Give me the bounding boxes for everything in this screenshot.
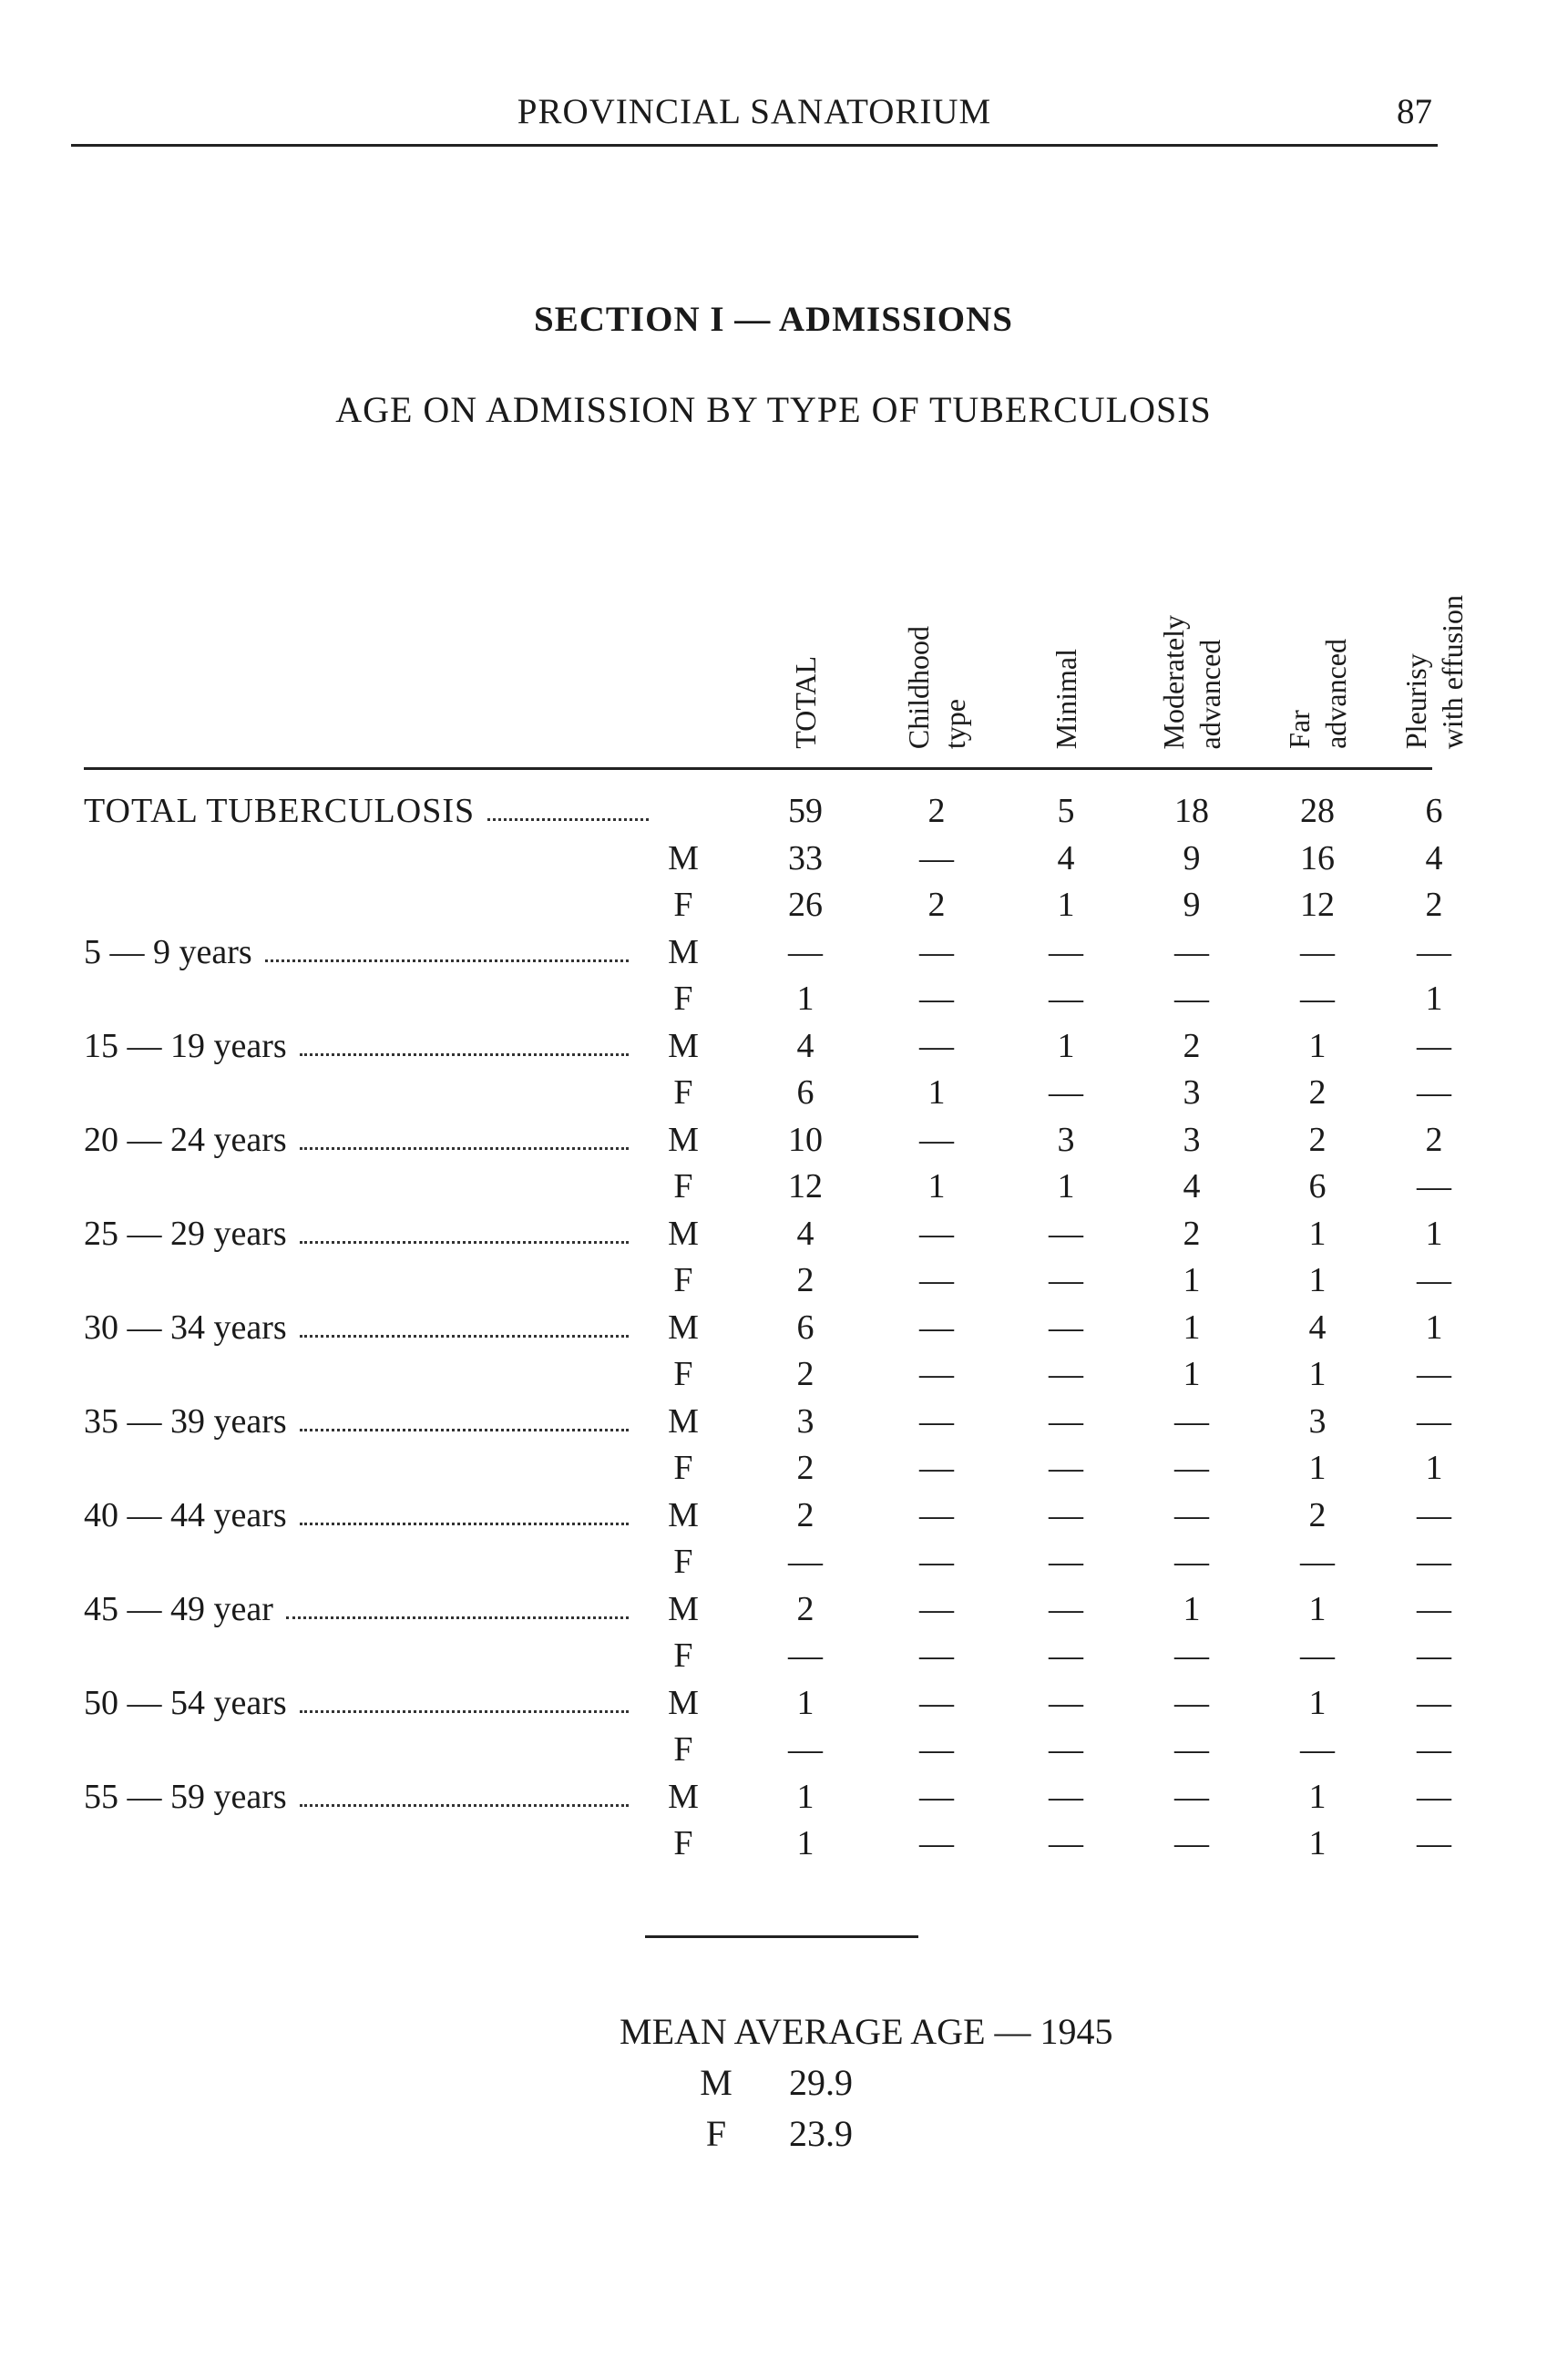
table-cell: — — [1049, 1590, 1083, 1628]
table-cell: — — [919, 1778, 954, 1816]
total-label: TOTAL TUBERCULOSIS — [84, 792, 476, 830]
table-cell: — — [1049, 1073, 1083, 1112]
table-cell: 33 — [788, 839, 823, 877]
table-cell: 4 — [1425, 839, 1443, 877]
column-header — [1370, 595, 1498, 749]
section-title: SECTION I — ADMISSIONS — [534, 300, 1013, 339]
table-cell: 1 — [796, 1824, 814, 1862]
table-cell: 2 — [796, 1496, 814, 1534]
age-group-label: 30 — 34 years — [84, 1308, 287, 1347]
table-cell: — — [1049, 1543, 1083, 1581]
table-cell: — — [919, 1684, 954, 1722]
table-cell: 16 — [1300, 839, 1335, 877]
sex-label: M — [668, 1496, 699, 1534]
sex-label: M — [668, 1121, 699, 1159]
footer-rule — [645, 1935, 918, 1938]
table-cell: 5 — [1057, 792, 1075, 830]
table-row — [0, 1589, 1547, 1636]
table-cell: — — [1417, 933, 1451, 971]
table-cell: — — [1417, 1636, 1451, 1675]
table-cell: 1 — [1183, 1355, 1201, 1393]
table-cell: 1 — [927, 1167, 946, 1205]
table-cell: 1 — [1057, 1027, 1075, 1065]
table-row — [0, 1354, 1547, 1401]
table-cell: — — [919, 1449, 954, 1487]
column-header — [1002, 649, 1130, 749]
sex-label: M — [668, 839, 699, 877]
sex-label: F — [673, 1355, 693, 1393]
table-cell: — — [919, 980, 954, 1018]
table-row — [0, 1214, 1547, 1261]
table-cell: 2 — [796, 1590, 814, 1628]
table-cell: 1 — [1308, 1684, 1327, 1722]
sex-label: F — [673, 1261, 693, 1299]
leader-dots — [286, 1616, 629, 1619]
age-group-label: 25 — 29 years — [84, 1215, 287, 1253]
table-cell: 2 — [1308, 1121, 1327, 1159]
table-cell: 1 — [1183, 1590, 1201, 1628]
table-row — [0, 838, 1547, 886]
leader-dots — [300, 1241, 629, 1244]
sex-label: F — [673, 1730, 693, 1769]
table-cell: 1 — [1308, 1215, 1327, 1253]
table-row — [0, 1495, 1547, 1543]
table-cell: 1 — [1308, 1590, 1327, 1628]
table-cell: — — [1174, 1496, 1209, 1534]
table-cell: — — [788, 1730, 823, 1769]
table-cell: — — [788, 1543, 823, 1581]
table-cell: — — [919, 1824, 954, 1862]
table-cell: — — [919, 1496, 954, 1534]
table-cell: — — [1417, 1355, 1451, 1393]
table-cell: — — [1417, 1496, 1451, 1534]
table-cell: — — [1417, 1402, 1451, 1441]
table-cell: 1 — [1183, 1261, 1201, 1299]
mean-age-sex: F — [705, 2113, 727, 2154]
table-cell: 2 — [927, 792, 946, 830]
table-cell: — — [1417, 1730, 1451, 1769]
table-cell: — — [1300, 933, 1335, 971]
leader-dots — [487, 818, 649, 821]
table-cell: — — [919, 1543, 954, 1581]
table-cell: 6 — [796, 1308, 814, 1347]
sex-label: F — [673, 1636, 693, 1675]
table-cell: 4 — [796, 1027, 814, 1065]
table-cell: 2 — [1308, 1496, 1327, 1534]
table-cell: — — [1300, 980, 1335, 1018]
table-cell: 2 — [1183, 1027, 1201, 1065]
table-cell: 9 — [1183, 839, 1201, 877]
column-header — [742, 656, 869, 749]
table-cell: — — [1049, 933, 1083, 971]
table-cell: — — [919, 1121, 954, 1159]
sex-label: M — [668, 1308, 699, 1347]
column-header-label: TOTAL — [789, 656, 822, 749]
mean-age-value: 29.9 — [789, 2062, 853, 2103]
table-row — [0, 1683, 1547, 1730]
table-row — [0, 1542, 1547, 1589]
age-group-label: 55 — 59 years — [84, 1778, 287, 1816]
table-cell: — — [919, 1730, 954, 1769]
sex-label: M — [668, 933, 699, 971]
table-cell: — — [919, 839, 954, 877]
table-cell: 12 — [788, 1167, 823, 1205]
table-cell: 1 — [1425, 1215, 1443, 1253]
table-cell: — — [1049, 1449, 1083, 1487]
table-cell: — — [1049, 1636, 1083, 1675]
mean-age-sex: M — [700, 2062, 733, 2103]
leader-dots — [300, 1147, 629, 1150]
mean-age-value: 23.9 — [789, 2113, 853, 2154]
table-cell: 28 — [1300, 792, 1335, 830]
table-row — [0, 1260, 1547, 1308]
table-cell: — — [1417, 1778, 1451, 1816]
table-cell: 2 — [796, 1355, 814, 1393]
table-cell: 3 — [796, 1402, 814, 1441]
sex-label: M — [668, 1590, 699, 1628]
leader-dots — [265, 959, 629, 962]
table-cell: — — [1174, 1778, 1209, 1816]
table-cell: — — [1174, 1730, 1209, 1769]
table-cell: 1 — [1308, 1355, 1327, 1393]
age-group-label: 40 — 44 years — [84, 1496, 287, 1534]
table-cell: — — [919, 1636, 954, 1675]
leader-dots — [300, 1523, 629, 1525]
column-header-label: Far advanced — [1283, 639, 1352, 749]
table-cell: — — [1049, 1496, 1083, 1534]
sex-label: F — [673, 886, 693, 924]
table-cell: — — [1049, 1355, 1083, 1393]
column-header — [873, 626, 1000, 749]
table-cell: 1 — [1308, 1778, 1327, 1816]
table-cell: 10 — [788, 1121, 823, 1159]
table-cell: 1 — [1308, 1261, 1327, 1299]
table-cell: — — [919, 1402, 954, 1441]
age-group-label: 45 — 49 year — [84, 1590, 273, 1628]
table-cell: 4 — [1183, 1167, 1201, 1205]
table-cell: 2 — [1425, 886, 1443, 924]
table-cell: 1 — [1308, 1027, 1327, 1065]
running-head — [71, 91, 1438, 147]
table-cell: — — [1174, 980, 1209, 1018]
table-row — [0, 1072, 1547, 1120]
table-cell: — — [1300, 1543, 1335, 1581]
table-cell: — — [1174, 933, 1209, 971]
mean-age-title: MEAN AVERAGE AGE — 1945 — [620, 2011, 1113, 2052]
table-cell: — — [1174, 1543, 1209, 1581]
table-cell: 2 — [1183, 1215, 1201, 1253]
column-header-label: Minimal — [1050, 648, 1082, 749]
table-cell: — — [1417, 1824, 1451, 1862]
table-cell: — — [919, 1355, 954, 1393]
table-cell: — — [919, 1590, 954, 1628]
leader-dots — [300, 1053, 629, 1056]
table-cell: 1 — [1425, 1449, 1443, 1487]
sex-label: F — [673, 1824, 693, 1862]
table-row — [0, 1636, 1547, 1683]
table-cell: — — [919, 1027, 954, 1065]
table-cell: — — [1417, 1543, 1451, 1581]
table-cell: — — [919, 1308, 954, 1347]
table-cell: — — [1417, 1684, 1451, 1722]
table-cell: 2 — [1308, 1073, 1327, 1112]
table-row — [0, 885, 1547, 932]
table-row — [0, 932, 1547, 980]
table-cell: — — [1174, 1684, 1209, 1722]
column-header-label: Childhood type — [902, 625, 971, 749]
column-header — [1128, 615, 1255, 750]
table-row — [0, 1448, 1547, 1495]
table-cell: — — [1049, 1402, 1083, 1441]
table-cell: — — [1417, 1027, 1451, 1065]
table-cell: — — [1417, 1073, 1451, 1112]
leader-dots — [300, 1429, 629, 1431]
header-rule — [84, 767, 1432, 770]
table-cell: — — [1417, 1261, 1451, 1299]
leader-dots — [300, 1804, 629, 1807]
table-row — [0, 979, 1547, 1026]
sex-label: F — [673, 1449, 693, 1487]
leader-dots — [300, 1335, 629, 1338]
table-cell: 3 — [1057, 1121, 1075, 1159]
table-subtitle: AGE ON ADMISSION BY TYPE OF TUBERCULOSIS — [335, 389, 1212, 430]
age-group-label: 35 — 39 years — [84, 1402, 287, 1441]
table-cell: 12 — [1300, 886, 1335, 924]
table-cell: — — [1174, 1402, 1209, 1441]
sex-label: M — [668, 1215, 699, 1253]
table-cell: 18 — [1174, 792, 1209, 830]
table-cell: 1 — [1308, 1449, 1327, 1487]
table-row — [0, 791, 1547, 838]
column-header-label: Pleurisy with effusion — [1399, 594, 1469, 749]
table-cell: — — [919, 933, 954, 971]
table-cell: 6 — [1308, 1167, 1327, 1205]
sex-label: F — [673, 1167, 693, 1205]
table-cell: 2 — [1425, 1121, 1443, 1159]
table-cell: — — [1049, 1824, 1083, 1862]
leader-dots — [300, 1710, 629, 1713]
table-cell: 4 — [1308, 1308, 1327, 1347]
table-cell: — — [788, 933, 823, 971]
table-cell: — — [1049, 1308, 1083, 1347]
table-cell: 3 — [1183, 1121, 1201, 1159]
table-row — [0, 1308, 1547, 1355]
running-title: PROVINCIAL SANATORIUM — [517, 92, 992, 131]
table-cell: 3 — [1308, 1402, 1327, 1441]
age-group-label: 20 — 24 years — [84, 1121, 287, 1159]
table-cell: — — [1300, 1636, 1335, 1675]
table-cell: 1 — [1308, 1824, 1327, 1862]
table-cell: — — [1049, 1261, 1083, 1299]
table-cell: 6 — [796, 1073, 814, 1112]
age-group-label: 15 — 19 years — [84, 1027, 287, 1065]
table-cell: — — [1049, 1778, 1083, 1816]
age-group-label: 5 — 9 years — [84, 933, 252, 971]
sex-label: M — [668, 1684, 699, 1722]
sex-label: F — [673, 1543, 693, 1581]
table-cell: — — [1417, 1167, 1451, 1205]
table-cell: 2 — [927, 886, 946, 924]
column-header — [1254, 639, 1381, 749]
sex-label: M — [668, 1402, 699, 1441]
table-cell: 1 — [1425, 1308, 1443, 1347]
table-cell: 4 — [796, 1215, 814, 1253]
table-cell: — — [1417, 1590, 1451, 1628]
table-row — [0, 1166, 1547, 1214]
table-row — [0, 1401, 1547, 1449]
table-cell: — — [1049, 1730, 1083, 1769]
table-cell: 26 — [788, 886, 823, 924]
table-cell: 1 — [796, 1684, 814, 1722]
table-cell: — — [1174, 1636, 1209, 1675]
table-row — [0, 1120, 1547, 1167]
table-cell: — — [1049, 980, 1083, 1018]
sex-label: F — [673, 1073, 693, 1112]
sex-label: F — [673, 980, 693, 1018]
table-cell: — — [788, 1636, 823, 1675]
table-cell: 1 — [927, 1073, 946, 1112]
table-cell: — — [919, 1215, 954, 1253]
table-cell: — — [1174, 1824, 1209, 1862]
table-cell: — — [919, 1261, 954, 1299]
table-cell: 3 — [1183, 1073, 1201, 1112]
table-cell: 1 — [796, 980, 814, 1018]
sex-label: M — [668, 1778, 699, 1816]
table-cell: 4 — [1057, 839, 1075, 877]
table-row — [0, 1026, 1547, 1073]
table-cell: 1 — [1057, 1167, 1075, 1205]
table-cell: 2 — [796, 1449, 814, 1487]
age-group-label: 50 — 54 years — [84, 1684, 287, 1722]
table-cell: 1 — [1183, 1308, 1201, 1347]
table-cell: 1 — [1057, 886, 1075, 924]
table-cell: 1 — [1425, 980, 1443, 1018]
table-cell: 1 — [796, 1778, 814, 1816]
table-cell: 2 — [796, 1261, 814, 1299]
column-header-label: Moderately advanced — [1157, 614, 1226, 749]
table-cell: — — [1049, 1684, 1083, 1722]
table-cell: — — [1174, 1449, 1209, 1487]
table-cell: 59 — [788, 792, 823, 830]
table-cell: — — [1300, 1730, 1335, 1769]
table-row — [0, 1823, 1547, 1871]
table-cell: 6 — [1425, 792, 1443, 830]
sex-label: M — [668, 1027, 699, 1065]
page-number: 87 — [1397, 92, 1432, 131]
table-cell: — — [1049, 1215, 1083, 1253]
table-row — [0, 1777, 1547, 1824]
table-row — [0, 1729, 1547, 1777]
table-cell: 9 — [1183, 886, 1201, 924]
